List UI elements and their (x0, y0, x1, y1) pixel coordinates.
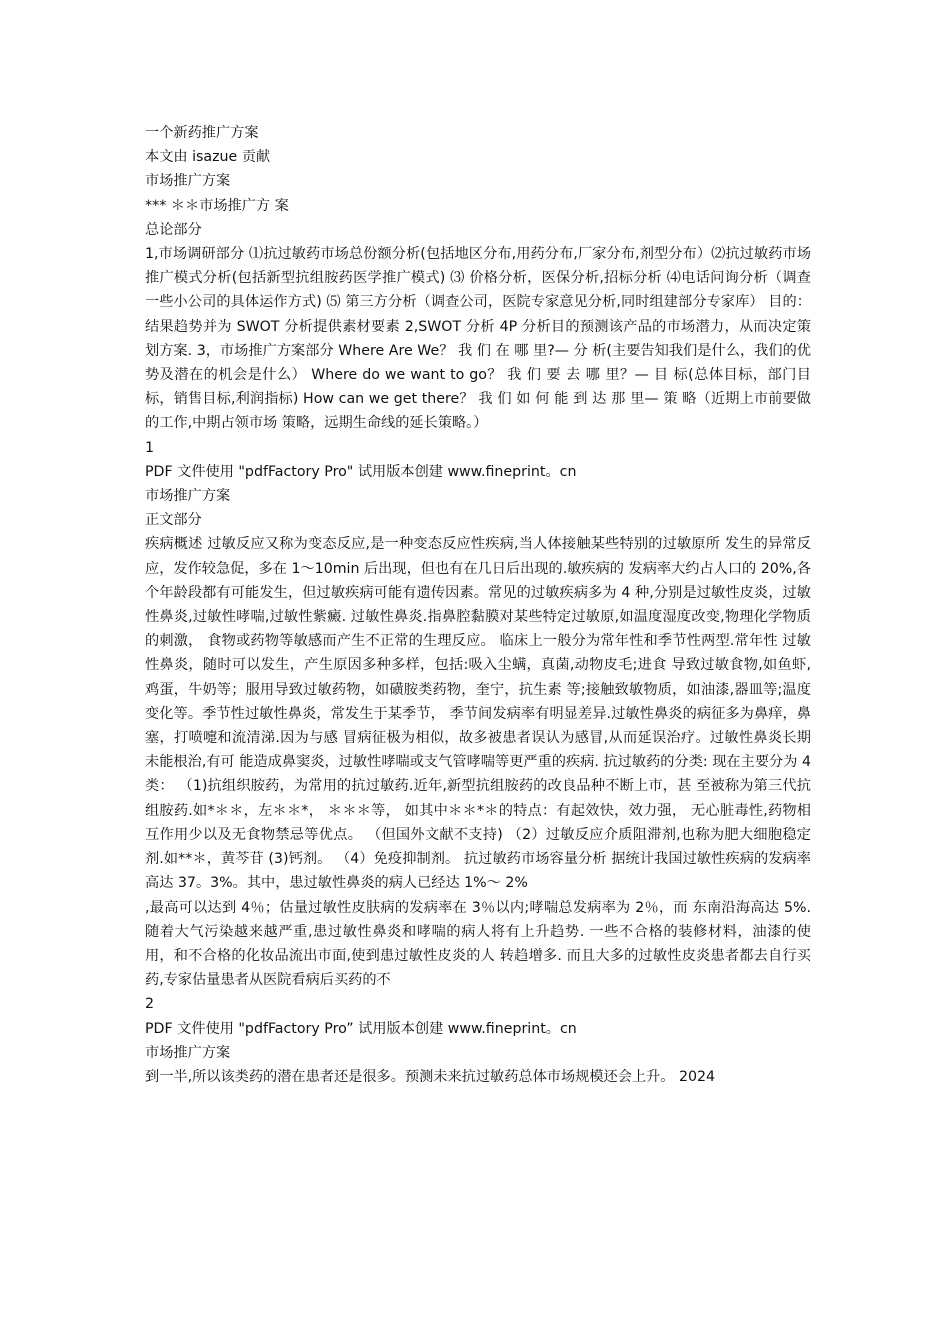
contributor-line: 本文由 isazue 贡献 (145, 149, 271, 166)
section-heading-general: 总论部分 (145, 221, 202, 238)
pdf-footer: PDF 文件使用 "pdfFactory Pro" 试用版本创建 www.fineprint。cn (145, 463, 577, 480)
section-heading-body: 正文部分 (145, 512, 202, 529)
running-header: 市场推广方案 (145, 488, 231, 505)
pdf-footer: PDF 文件使用 "pdfFactory Pro” 试用版本创建 www.fineprint。cn (145, 1020, 577, 1037)
page-number: 1 (145, 439, 155, 456)
paragraph-general: 1,市场调研部分 ⑴抗过敏药市场总份额分析(包括地区分布,用药分布,厂家分布,剂型分布）⑵抗过敏药市场推广模式分析(包括新型抗组胺药医学推广模式) ⑶ 价格分析，医保分析,招标分析 ⑷电话问询分析（调查一些小公司的具体运作方式) ⑸ 第三方分析（调查公司，医院专家意见分析,同时组建部分专家库） 目的：结果趋势并为 SWOT 分析提供素材要素 2,SWOT 分析 4P 分析目的预测该产品的市场潜力，从而决定策划方案. 3，市场推广方案部分 Where Are We？ 我 们 在 哪 里?— 分 析(主要告知我们是什么，我们的优势及潜在的机会是什么） Where do we want to go？ 我 们 要 去 哪 里？— 目 标(总体目标，部门目标，销售目标,利润指标) How can we get there？ 我 们 如 何 能 到 达 那 里— 策 略（近期上市前要做的工作,中期占领市场 策略，远期生命线的延长策略。） (145, 246, 811, 432)
paragraph-body: 疾病概述 过敏反应又称为变态反应,是一种变态反应性疾病,当人体接触某些特别的过敏原所 发生的异常反应，发作较急促，多在 1～10min 后出现，但也有在几日后出现的.敏疾病的 发病率大约占人口的 20%,各个年龄段都有可能发生，但过敏疾病可能有遗传因素。常见的过敏疾病多为 4 种,分别是过敏性皮炎，过敏性鼻炎,过敏性哮喘,过敏性紫癜. 过敏性鼻炎.指鼻腔黏膜对某些特定过敏原,如温度湿度改变,物理化学物质的刺激， 食物或药物等敏感而产生不正常的生理反应。 临床上一般分为常年性和季节性两型.常年性 过敏性鼻炎，随时可以发生，产生原因多种多样，包括:吸入尘螨，真菌,动物皮毛;进食 导致过敏食物,如鱼虾,鸡蛋，牛奶等；服用导致过敏药物，如磺胺类药物，奎宁，抗生素 等;接触致敏物质，如油漆,器皿等;温度变化等。季节性过敏性鼻炎，常发生于某季节， 季节间发病率有明显差异.过敏性鼻炎的病征多为鼻痒，鼻塞，打喷嚏和流清涕.因为与感 冒病征极为相似，故多被患者误认为感冒,从而延误治疗。过敏性鼻炎长期未能根治,有可 能造成鼻窦炎，过敏性哮喘或支气管哮喘等更严重的疾病. 抗过敏药的分类: 现在主要分为 4 类： （1)抗组织胺药，为常用的抗过敏药.近年,新型抗组胺药的改良品种不断上市，甚 至被称为第三代抗组胺药.如*＊＊，左＊＊*， ＊＊＊等， 如其中＊＊*＊的特点：有起效快，效力强， 无心脏毒性,药物相互作用少以及无食物禁忌等优点。 （但国外文献不支持) （2）过敏反应介质阻滞剂,也称为肥大细胞稳定剂.如**＊，黄芩苷 (3)钙剂。 （4）免疫抑制剂。 抗过敏药市场容量分析 据统计我国过敏性疾病的发病率高达 37。3%。其中，患过敏性鼻炎的病人已经达 1%～ 2% (145, 536, 811, 892)
running-header: 市场推广方案 (145, 173, 231, 190)
paragraph-body-continued: ,最高可以达到 4％；估量过敏性皮肤病的发病率在 3％以内;哮喘总发病率为 2％，而 东南沿海高达 5%.随着大气污染越来越严重,患过敏性鼻炎和哮喘的病人将有上升趋势. 一些不合格的装修材料，油漆的使用，和不合格的化妆品流出市面,使到患过敏性皮炎的人 转趋增多. 而且大多的过敏性皮炎患者都去自行买药,专家估量患者从医院看病后买药的不 (145, 899, 811, 989)
page-number: 2 (145, 996, 155, 1013)
plan-subtitle: *** ＊＊市场推广方 案 (145, 197, 289, 214)
running-header: 市场推广方案 (145, 1044, 231, 1061)
document-page (145, 121, 811, 1089)
doc-title: 一个新药推广方案 (145, 125, 259, 141)
paragraph-last: 到一半,所以该类药的潜在患者还是很多。预测未来抗过敏药总体市场规模还会上升。 2024 (145, 1068, 716, 1085)
